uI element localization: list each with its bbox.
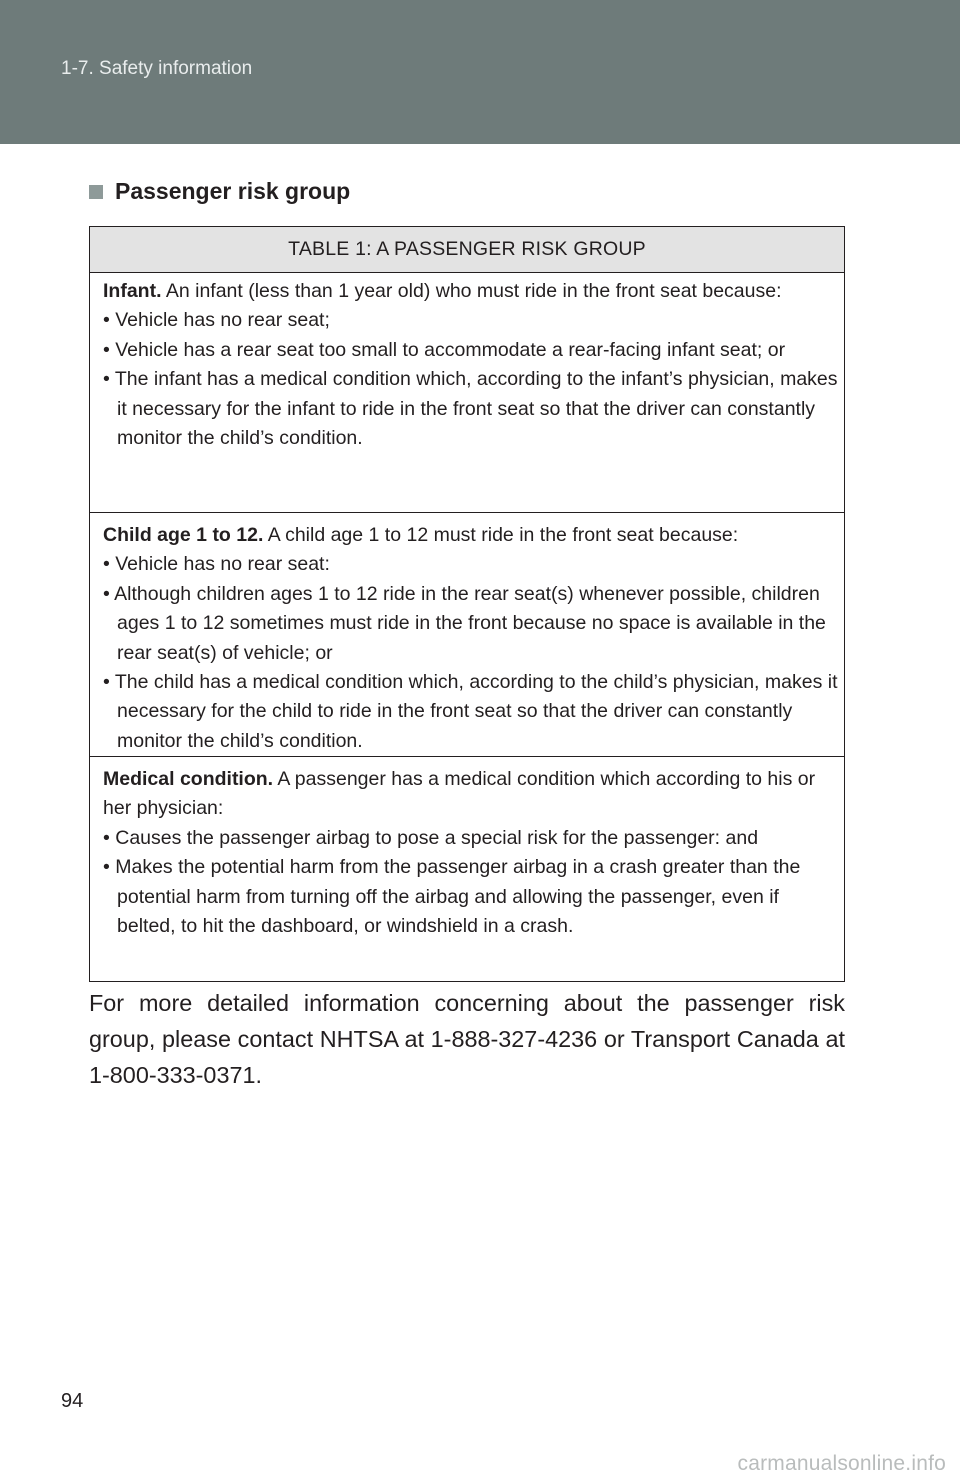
row-lead: Infant.: [103, 280, 162, 302]
bullet-item: • Makes the potential harm from the passenger airbag in a crash greater than the potential harm from turning off the airbag and allowing the passenger, even if belted, to hit the dashboard, or windshield in a crash.: [103, 856, 801, 938]
table-row-medical: [90, 757, 844, 981]
bullet-item: • The infant has a medical condition which, according to the infant’s physician, makes it necessary for the infant to ride in the front seat so that the driver can constantly monitor the child’s condition.: [103, 368, 838, 450]
section-label: 1-7. Safety information: [61, 58, 253, 79]
table-title: TABLE 1: A PASSENGER RISK GROUP: [90, 227, 844, 273]
row-intro: [103, 277, 842, 306]
bullet-item: • Vehicle has no rear seat;: [103, 309, 330, 332]
page-number: 94: [61, 1390, 84, 1412]
page-header: [0, 0, 960, 144]
bullet-item: • Vehicle has a rear seat too small to accommodate a rear-facing infant seat; or: [103, 338, 786, 361]
row-intro-text: A child age 1 to 12 must ride in the front seat because:: [263, 524, 739, 546]
watermark: carmanualsonline.info: [737, 1452, 946, 1475]
bullet-item: • The child has a medical condition which, according to the child’s physician, makes it necessary for the child to ride in the front seat so that the driver can constantly monitor the child’s condition.: [103, 671, 838, 752]
subheading: [89, 178, 350, 205]
row-lead: Medical condition.: [103, 768, 274, 790]
row-intro-text: An infant (less than 1 year old) who must ride in the front seat because:: [161, 280, 782, 302]
contact-paragraph: For more detailed information concerning about the passenger risk group, please contact NHTSA at 1-888-327-4236 or Transport Canada at 1-800-333-0371.: [89, 990, 845, 1088]
row-intro: [103, 765, 842, 824]
row-lead: Child age 1 to 12.: [103, 524, 264, 546]
bullet-item: • Vehicle has no rear seat:: [103, 553, 330, 576]
risk-group-table: [89, 226, 845, 982]
bullet-item: • Causes the passenger airbag to pose a special risk for the passenger: and: [103, 826, 759, 849]
table-row-child: [90, 513, 844, 757]
bullet-item: • Although children ages 1 to 12 ride in the rear seat(s) whenever possible, children ages 1 to 12 sometimes must ride in the front because no space is available in the rear seat(s) of vehicle; or: [103, 582, 826, 664]
row-intro-text: A passenger has a medical condition which according to his or her physician:: [103, 768, 816, 820]
row-intro: [103, 521, 842, 550]
table-row-infant: [90, 273, 844, 513]
subheading-text: Passenger risk group: [115, 178, 351, 204]
square-bullet-icon: [89, 185, 103, 199]
